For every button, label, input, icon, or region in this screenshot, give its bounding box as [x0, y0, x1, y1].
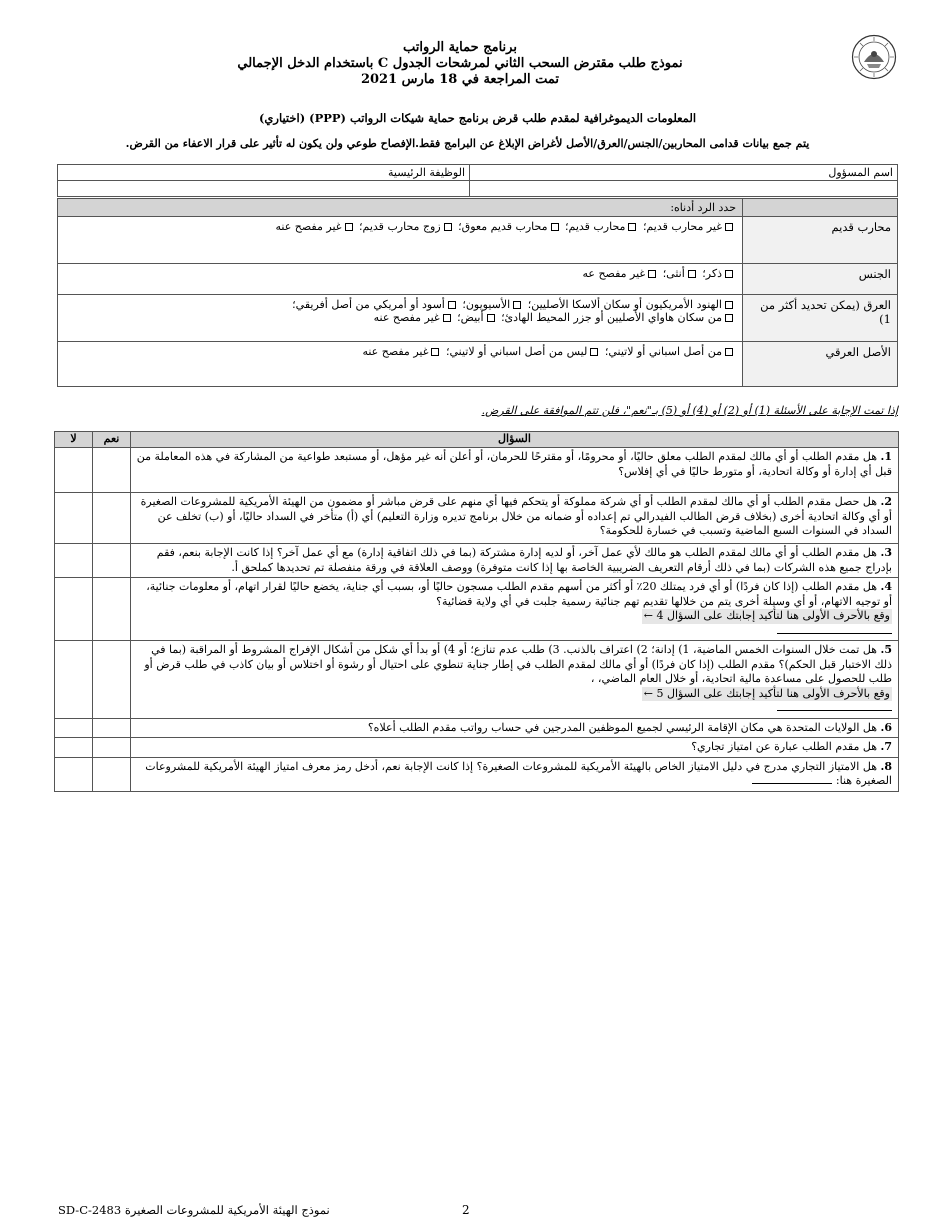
demographics-heading: المعلومات الديموغرافية لمقدم طلب قرض برنامج حماية شيكات الرواتب (PPP) (اختياري)	[258, 111, 697, 125]
checkbox[interactable]	[551, 223, 559, 231]
position-field[interactable]	[58, 181, 470, 197]
answer-no-7[interactable]	[55, 738, 93, 758]
question-3: 3. هل مقدم الطلب أو أي مالك لمقدم الطلب هو مالك لأي عمل آخر، أو لديه إدارة مشتركة (بما في ذلك اتفاقية إدارة) مع أي عمل آخر؟ إذا كانت الإجابة بنعم، فقم بإدراج جميع هذه الشركات (بما في ذلك أرقام التعريف الضريبية الخاصة بها إذا كانت متوفرة) ووصف العلاقة في ورقة منفصلة تم تحديدها كملحق أ.	[131, 544, 899, 578]
question-column-header: السؤال	[131, 432, 899, 448]
page-number: 2	[462, 1203, 470, 1217]
checkbox[interactable]	[725, 314, 733, 322]
initial-field-5[interactable]	[777, 701, 892, 711]
no-column-header: لا	[55, 432, 93, 448]
ethnicity-label: الأصل العرقي	[743, 342, 898, 387]
checkbox[interactable]	[448, 301, 456, 309]
franchise-code-field[interactable]	[752, 774, 832, 784]
veteran-options: غير محارب قديم؛ محارب قديم؛ محارب قديم معوق؛ زوج محارب قديم؛ غير مفصح عنه	[58, 217, 743, 264]
checkbox[interactable]	[345, 223, 353, 231]
question-4: 4. هل مقدم الطلب (إذا كان فردًا) أو أي فرد يمتلك 20٪ أو أكثر من أسهم مقدم الطلب مسجون حاليًا أو، بسبب أي جناية، يخضع حاليًا لقرار اتهام، أو معلومات جنائية، أو توجيه الاتهام، أو أي وسيلة أخرى يتم من خلالها تقديم تهم جنائية رسمية جلبت في أي ولاية قضائية؟ وقع بالأحرف الأولى هنا لتأكيد إجابتك على السؤال 4 ←	[131, 578, 899, 641]
question-7: 7. هل مقدم الطلب عبارة عن امتياز تجاري؟	[131, 738, 899, 758]
checkbox[interactable]	[725, 270, 733, 278]
principal-name-field[interactable]	[470, 181, 898, 197]
checkbox[interactable]	[648, 270, 656, 278]
answer-no-2[interactable]	[55, 493, 93, 544]
footer-form-id: نموذج الهيئة الأمريكية للمشروعات الصغيرة 2483-SD-C	[58, 1203, 330, 1217]
answer-no-5[interactable]	[55, 641, 93, 719]
answer-yes-1[interactable]	[93, 448, 131, 493]
initial-prompt-5: وقع بالأحرف الأولى هنا لتأكيد إجابتك على السؤال 5 ←	[643, 686, 890, 700]
answer-no-3[interactable]	[55, 544, 93, 578]
demographics-notice: يتم جمع بيانات قدامى المحاربين/الجنس/العرق/الأصل لأغراض الإبلاغ عن البرامج فقط.الإفصاح طوعي ولن يكون له تأثير على قرار الاعفاء من القرض.	[125, 137, 810, 150]
questions-table	[54, 431, 899, 792]
program-title: برنامج حماية الرواتب	[403, 40, 517, 55]
veteran-label: محارب قديم	[743, 217, 898, 264]
form-title: نموذج طلب مقترض السحب الثاني لمرشحات الجدول C باستخدام الدخل الإجمالي	[237, 56, 683, 71]
checkbox[interactable]	[725, 223, 733, 231]
principal-name-label: اسم المسؤول	[470, 165, 898, 181]
answer-yes-3[interactable]	[93, 544, 131, 578]
checkbox[interactable]	[688, 270, 696, 278]
question-1: 1. هل مقدم الطلب أو أي مالك لمقدم الطلب معلق حاليًا، أو محرومًا، أو مقترحًا للحرمان، أو أعلن أنه غير مؤهل، أو مستبعد طواعية من المشاركة في هذه المعاملة من قبل أي إدارة أو وكالة اتحادية، أو متورط حاليًا في أي إفلاس؟	[131, 448, 899, 493]
form-header	[60, 40, 860, 88]
position-label: الوظيفة الرئيسية	[58, 165, 470, 181]
checkbox[interactable]	[443, 314, 451, 322]
answer-yes-6[interactable]	[93, 718, 131, 738]
question-5: 5. هل تمت خلال السنوات الخمس الماضية، 1) إدانة؛ 2) اعتراف بالذنب. 3) طلب عدم تنازع؛ أو 4) أو بدأ أي شكل من أشكال الإفراج المشروط أو المراقبة (بما في ذلك الاختبار قبل الحكم)؟ مقدم الطلب (إذا كان فردًا) أو أي مالك لمقدم الطلب في إطار جناية تنطوي على احتيال أو رشوة أو اختلاس أو بيان كاذب في طلب قرض أو طلب للحصول على مساعدة مالية اتحادية، أو خلال العام الماضي، ، وقع بالأحرف الأولى هنا لتأكيد إجابتك على السؤال 5 ←	[131, 641, 899, 719]
checkbox[interactable]	[725, 301, 733, 309]
question-6: 6. هل الولايات المتحدة هي مكان الإقامة الرئيسي لجميع الموظفين المدرجين في حساب رواتب مقدم الطلب أعلاه؟	[131, 718, 899, 738]
specify-response-label: حدد الرد أدناه:	[58, 199, 743, 217]
checkbox[interactable]	[487, 314, 495, 322]
checkbox[interactable]	[513, 301, 521, 309]
race-label: العرق (يمكن تحديد أكثر من 1)	[743, 295, 898, 342]
answer-no-6[interactable]	[55, 718, 93, 738]
answer-yes-2[interactable]	[93, 493, 131, 544]
principal-table	[57, 164, 898, 197]
yes-column-header: نعم	[93, 432, 131, 448]
checkbox[interactable]	[725, 348, 733, 356]
checkbox[interactable]	[431, 348, 439, 356]
answer-yes-7[interactable]	[93, 738, 131, 758]
checkbox[interactable]	[628, 223, 636, 231]
answer-yes-5[interactable]	[93, 641, 131, 719]
answer-yes-4[interactable]	[93, 578, 131, 641]
checkbox[interactable]	[590, 348, 598, 356]
race-options: الهنود الأمريكيون أو سكان ألاسكا الأصليين؛ الأسيويون؛ أسود أو أمريكي من أصل أفريقي؛ من سكان هاواي الأصليين أو جزر المحيط الهادئ؛ أبيض؛ غير مفصح عنه	[58, 295, 743, 342]
initial-field-4[interactable]	[777, 624, 892, 634]
question-8: 8. هل الامتياز التجاري مدرج في دليل الامتياز الخاص بالهيئة الأمريكية للمشروعات الصغيرة؟ إذا كانت الإجابة نعم، أدخل رمز معرف امتياز الهيئة الأمريكية للمشروعات الصغيرة هنا:	[131, 757, 899, 791]
approval-condition: إذا تمت الإجابة على الأسئلة (1) أو (2) أو (4) أو (5) بـ"نعم"، فلن تتم الموافقة على القرض.	[481, 404, 898, 417]
revision-date: تمت المراجعة في 18 مارس 2021	[360, 72, 560, 87]
answer-no-8[interactable]	[55, 757, 93, 791]
gender-options: ذكر؛ أنثى؛ غير مفصح عه	[58, 264, 743, 295]
ethnicity-options: من أصل اسباني أو لاتيني؛ ليس من أصل اسباني أو لاتيني؛ غير مفصح عنه	[58, 342, 743, 387]
question-2: 2. هل حصل مقدم الطلب أو أي مالك لمقدم الطلب أو أي شركة مملوكة أو يتحكم فيها أي منهم على قرض مباشر أو مضمون من الهيئة الأمريكية للمشروعات الصغيرة أو أي وكالة اتحادية أخرى (بخلاف قرض الطالب الفيدرالي تم إعداده أو ضمانه من خلال برنامج تديره وزارة التعليم) أي (أ) متأخر في السداد حاليًا، أو (ب) تخلف عن السداد في السنوات السبع الماضية وتسبب في خسارة للحكومة؟	[131, 493, 899, 544]
answer-no-4[interactable]	[55, 578, 93, 641]
gender-label: الجنس	[743, 264, 898, 295]
answer-no-1[interactable]	[55, 448, 93, 493]
initial-prompt-4: وقع بالأحرف الأولى هنا لتأكيد إجابتك على السؤال 4 ←	[643, 609, 890, 622]
checkbox[interactable]	[444, 223, 452, 231]
answer-yes-8[interactable]	[93, 757, 131, 791]
demographics-table	[57, 198, 898, 387]
